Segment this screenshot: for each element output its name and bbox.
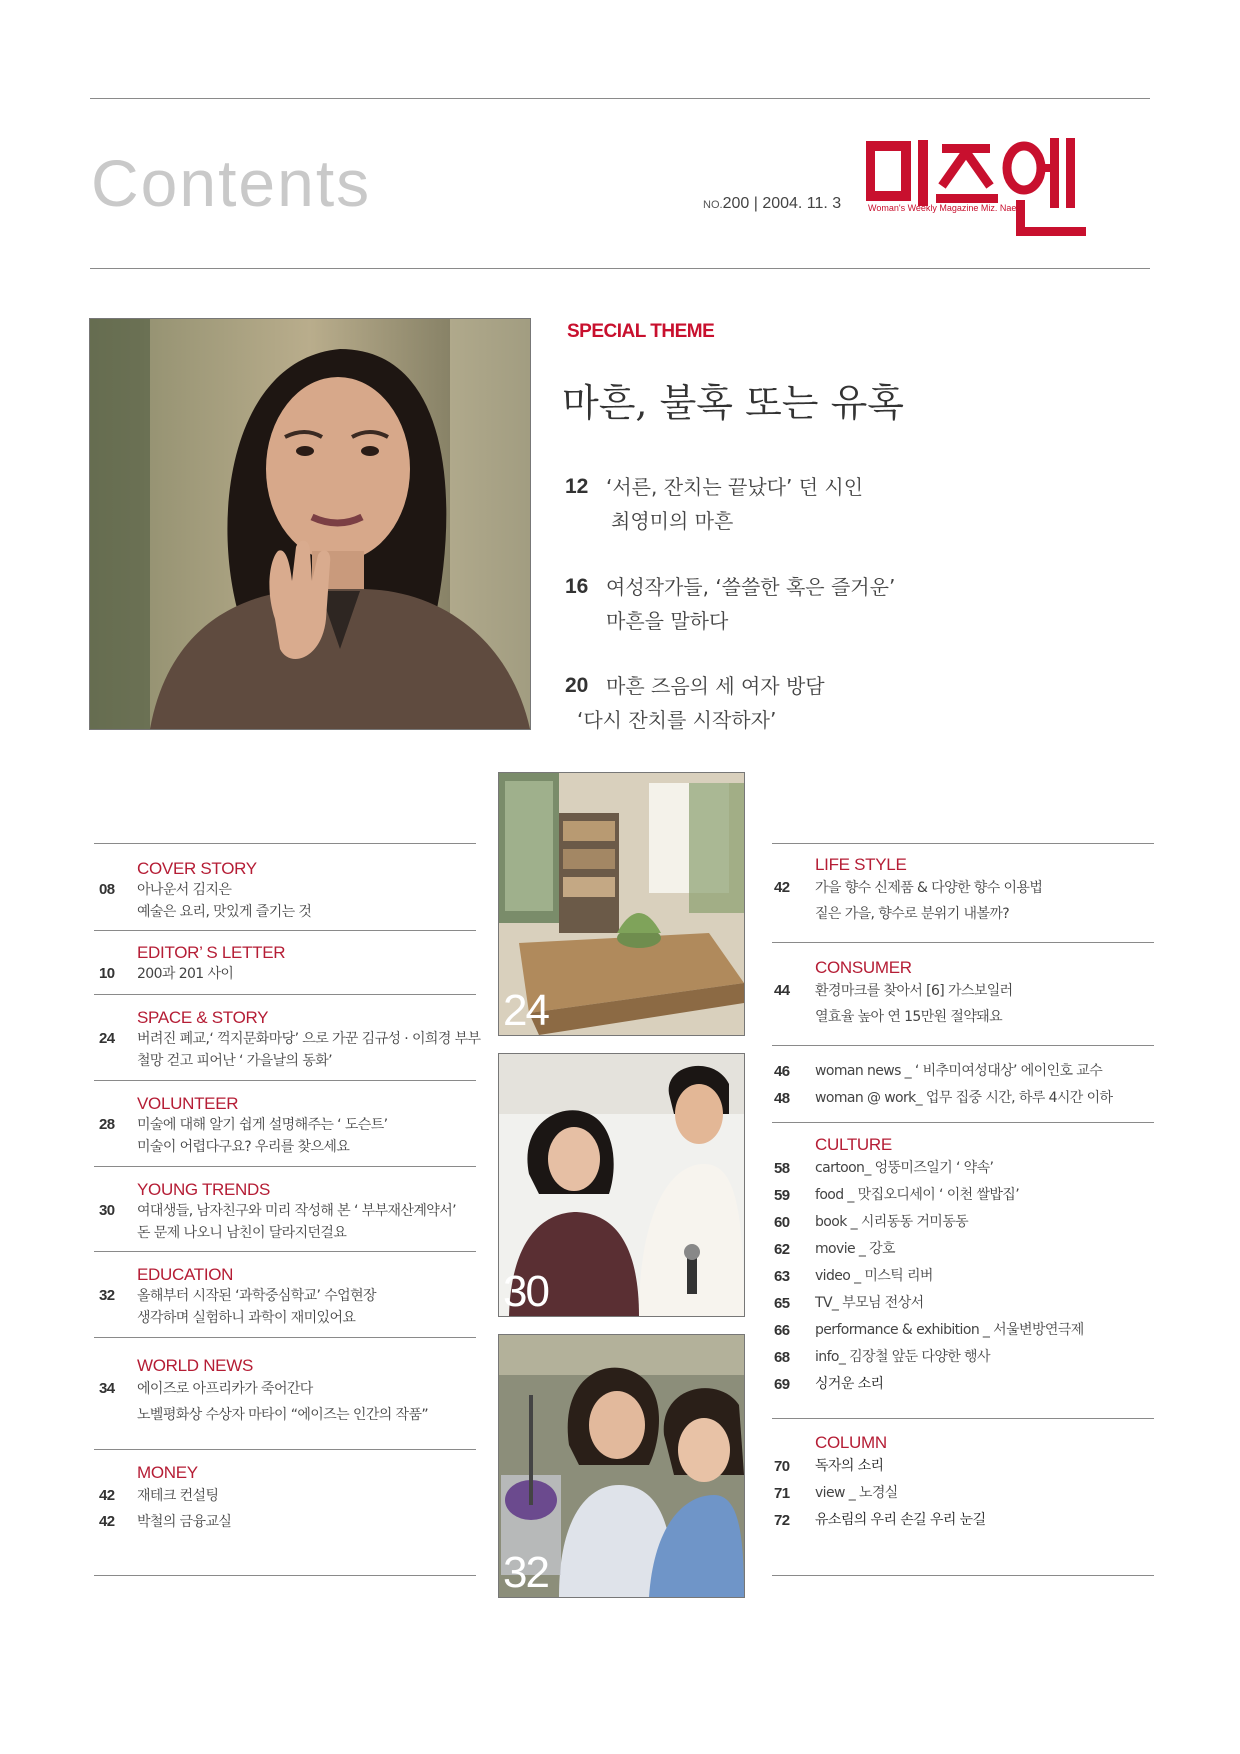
- section-title: VOLUNTEER: [137, 1094, 239, 1113]
- entry-line: 미술에 대해 알기 쉽게 설명해주는 ‘ 도슨트’: [137, 1117, 388, 1133]
- page-number: 59: [774, 1187, 790, 1204]
- toc-entry: [774, 1317, 1084, 1344]
- photo-page-number: 32: [503, 1548, 548, 1597]
- issue-number: 200: [722, 195, 750, 212]
- page-number: 08: [99, 881, 115, 898]
- left-rule: [94, 994, 476, 995]
- page-number: 42: [774, 879, 790, 896]
- page-number: 66: [774, 1322, 790, 1339]
- special-item-line: 마흔 즈음의 세 여자 방담: [606, 674, 825, 698]
- page-number: 48: [774, 1090, 790, 1107]
- entry-line: 열효율 높아 연 15만원 절약돼요: [815, 1009, 1003, 1025]
- page-number: 62: [774, 1241, 790, 1258]
- photo-page-number: 24: [503, 986, 548, 1035]
- toc-entry: [774, 1453, 986, 1480]
- page-number: 30: [99, 1202, 115, 1219]
- entry-line: woman @ work_ 업무 집중 시간, 하루 4시간 이하: [815, 1090, 1113, 1106]
- page-number: 12: [565, 475, 589, 498]
- page-number: 65: [774, 1295, 790, 1312]
- left-rule: [94, 930, 476, 931]
- special-item-line: 마흔을 말하다: [606, 609, 729, 633]
- section-title: COLUMN: [815, 1433, 887, 1452]
- entry-line: woman news _ ‘ 비추미여성대상’ 에이인호 교수: [815, 1063, 1103, 1079]
- page-number: 46: [774, 1063, 790, 1080]
- toc-entry: [774, 978, 1013, 1030]
- toc-section-cover-story: [99, 859, 312, 923]
- left-rule: [94, 1575, 476, 1576]
- photo-page-24: [498, 772, 745, 1036]
- entry-line: 버려진 폐교,‘ 꺽지문화마당’ 으로 가꾼 김규성 · 이희경 부부: [137, 1031, 481, 1047]
- page-number: 44: [774, 982, 790, 999]
- toc-entry: [774, 1155, 1084, 1182]
- page-number: 32: [99, 1287, 115, 1304]
- cover-photo: [89, 318, 531, 730]
- toc-entry: [99, 1114, 388, 1158]
- toc-section-culture: [774, 1135, 1084, 1398]
- page-number: 20: [565, 674, 589, 697]
- right-rule: [772, 942, 1154, 943]
- left-rule: [94, 843, 476, 844]
- left-rule: [94, 1337, 476, 1338]
- toc-entry: [774, 1344, 1084, 1371]
- toc-entry: [774, 1209, 1084, 1236]
- entry-line: 올해부터 시작된 ‘과학중심학교’ 수업현장: [137, 1288, 376, 1304]
- entry-line: 예술은 요리, 맛있게 즐기는 것: [137, 904, 312, 920]
- toc-section-life-style: [774, 855, 1043, 927]
- section-title: YOUNG TRENDS: [137, 1180, 271, 1199]
- page-number: 42: [99, 1513, 115, 1530]
- special-item: [565, 570, 1045, 638]
- entry-line: 환경마크를 찾아서 [6] 가스보일러: [815, 983, 1013, 999]
- page-number: 16: [565, 575, 589, 598]
- logo-tagline: Woman's Weekly Magazine Miz. Naeil: [868, 203, 1021, 213]
- entry-line: video _ 미스틱 리버: [815, 1268, 933, 1284]
- section-title: EDUCATION: [137, 1265, 234, 1284]
- toc-entry: [774, 1480, 986, 1507]
- toc-entry: [99, 1509, 232, 1535]
- toc-entry: [774, 1507, 986, 1534]
- left-rule: [94, 1251, 476, 1252]
- special-item-line: ‘다시 잔치를 시작하자’: [577, 708, 777, 732]
- issue-date: 2004. 11. 3: [762, 195, 842, 212]
- right-rule: [772, 1575, 1154, 1576]
- toc-section-volunteer: [99, 1094, 388, 1158]
- entry-line: 미술이 어렵다구요? 우리를 찾으세요: [137, 1139, 350, 1155]
- toc-entry: [774, 1371, 1084, 1398]
- toc-section-editors-letter: [99, 943, 286, 985]
- toc-entry: [774, 1085, 1113, 1112]
- entry-line: 200과 201 사이: [137, 966, 234, 982]
- toc-entry: [774, 875, 1043, 927]
- entry-line: 재테크 컨설팅: [137, 1488, 219, 1504]
- entry-line: info_ 김장철 앞둔 다양한 행사: [815, 1349, 990, 1365]
- header-top-rule: [90, 98, 1150, 99]
- page-number: 63: [774, 1268, 790, 1285]
- entry-line: 돈 문제 나오니 남친이 달라지던걸요: [137, 1225, 347, 1241]
- entry-line: 철망 걷고 피어난 ‘ 가을날의 동화’: [137, 1053, 332, 1069]
- toc-entry: [774, 1263, 1084, 1290]
- toc-entry: [774, 1182, 1084, 1209]
- right-rule: [772, 843, 1154, 844]
- right-rule: [772, 1045, 1154, 1046]
- entry-line: 짙은 가을, 향수로 분위기 내볼까?: [815, 906, 1010, 922]
- toc-entry: [99, 1200, 456, 1244]
- toc-entry: [774, 1058, 1112, 1085]
- page-number: 58: [774, 1160, 790, 1177]
- photo-page-30: [498, 1053, 745, 1317]
- right-rule: [772, 1418, 1154, 1419]
- entry-line: 박철의 금융교실: [137, 1514, 232, 1530]
- section-title: CONSUMER: [815, 958, 912, 977]
- special-item: [565, 470, 1045, 538]
- entry-line: 아나운서 김지은: [137, 882, 232, 898]
- magazine-logo: [866, 134, 1106, 244]
- special-item-line: ‘서른, 잔치는 끝났다’ 던 시인: [606, 475, 864, 499]
- entry-line: movie _ 강호: [815, 1241, 895, 1257]
- section-title: CULTURE: [815, 1135, 892, 1154]
- entry-line: cartoon_ 엉뚱미즈일기 ‘ 약속’: [815, 1160, 994, 1176]
- page-number: 70: [774, 1458, 790, 1475]
- toc-entry: [99, 879, 312, 923]
- section-title: LIFE STYLE: [815, 855, 907, 874]
- issue-info: NO.200 | 2004. 11. 3: [703, 195, 842, 212]
- page-number: 69: [774, 1376, 790, 1393]
- entry-line: 유소림의 우리 손길 우리 눈길: [815, 1512, 986, 1528]
- entry-line: 노벨평화상 수상자 마타이 “에이즈는 인간의 작품”: [137, 1407, 429, 1423]
- section-title: SPACE & STORY: [137, 1008, 269, 1027]
- toc-entry: [99, 1285, 376, 1329]
- special-item-line: 최영미의 마흔: [611, 509, 734, 533]
- toc-entry: [774, 1290, 1084, 1317]
- special-item: [565, 669, 1045, 737]
- issue-no-label: NO.: [703, 199, 723, 211]
- entry-line: food _ 맛집오디세이 ‘ 이천 쌀밥집’: [815, 1187, 1020, 1203]
- entry-line: 생각하며 실험하니 과학이 재미있어요: [137, 1310, 356, 1326]
- toc-section-education: [99, 1265, 376, 1329]
- toc-entry: [99, 1376, 429, 1428]
- entry-line: 가을 향수 신제품 & 다양한 향수 이용법: [815, 880, 1043, 896]
- section-title: WORLD NEWS: [137, 1356, 254, 1375]
- toc-entry: [774, 1236, 1084, 1263]
- section-title: COVER STORY: [137, 859, 257, 878]
- toc-entry: [99, 1483, 231, 1509]
- page-number: 24: [99, 1030, 115, 1047]
- left-rule: [94, 1166, 476, 1167]
- toc-section-column: [774, 1433, 986, 1534]
- toc-section-money: [99, 1463, 232, 1535]
- header-bottom-rule: [90, 268, 1150, 269]
- entry-line: performance & exhibition _ 서울변방연극제: [815, 1322, 1084, 1338]
- special-theme-title: 마흔, 불혹 또는 유혹: [562, 381, 904, 425]
- page-number: 42: [99, 1487, 115, 1504]
- page-number: 68: [774, 1349, 790, 1366]
- photo-page-32: [498, 1334, 745, 1598]
- page-number: 28: [99, 1116, 115, 1133]
- entry-line: 에이즈로 아프리카가 죽어간다: [137, 1381, 313, 1397]
- page-number: 10: [99, 965, 115, 982]
- entry-line: 여대생들, 남자친구와 미리 작성해 본 ‘ 부부재산계약서’: [137, 1203, 456, 1219]
- toc-section-consumer: [774, 958, 1013, 1030]
- entry-line: view _ 노경실: [815, 1485, 898, 1501]
- entry-line: 독자의 소리: [815, 1458, 884, 1474]
- entry-line: book _ 시리동동 거미동동: [815, 1214, 969, 1230]
- page-number: 72: [774, 1512, 790, 1529]
- toc-section-world-news: [99, 1356, 429, 1428]
- toc-section-space-story: [99, 1008, 481, 1072]
- toc-section-woman: [774, 1058, 1113, 1112]
- special-item-line: 여성작가들, ‘쓸쓸한 혹은 즐거운’: [606, 575, 896, 599]
- page-number: 60: [774, 1214, 790, 1231]
- page-number: 71: [774, 1485, 790, 1502]
- special-theme-label: SPECIAL THEME: [567, 321, 715, 342]
- left-rule: [94, 1080, 476, 1081]
- toc-entry: [99, 963, 285, 985]
- toc-section-young-trends: [99, 1180, 456, 1244]
- section-title: EDITOR’ S LETTER: [137, 943, 286, 962]
- page-number: 34: [99, 1380, 115, 1397]
- toc-entry: [99, 1028, 481, 1072]
- entry-line: TV_ 부모님 전상서: [815, 1295, 924, 1311]
- right-rule: [772, 1122, 1154, 1123]
- left-rule: [94, 1449, 476, 1450]
- page-title: Contents: [91, 146, 372, 220]
- section-title: MONEY: [137, 1463, 198, 1482]
- entry-line: 싱거운 소리: [815, 1376, 884, 1392]
- photo-page-number: 30: [503, 1267, 548, 1316]
